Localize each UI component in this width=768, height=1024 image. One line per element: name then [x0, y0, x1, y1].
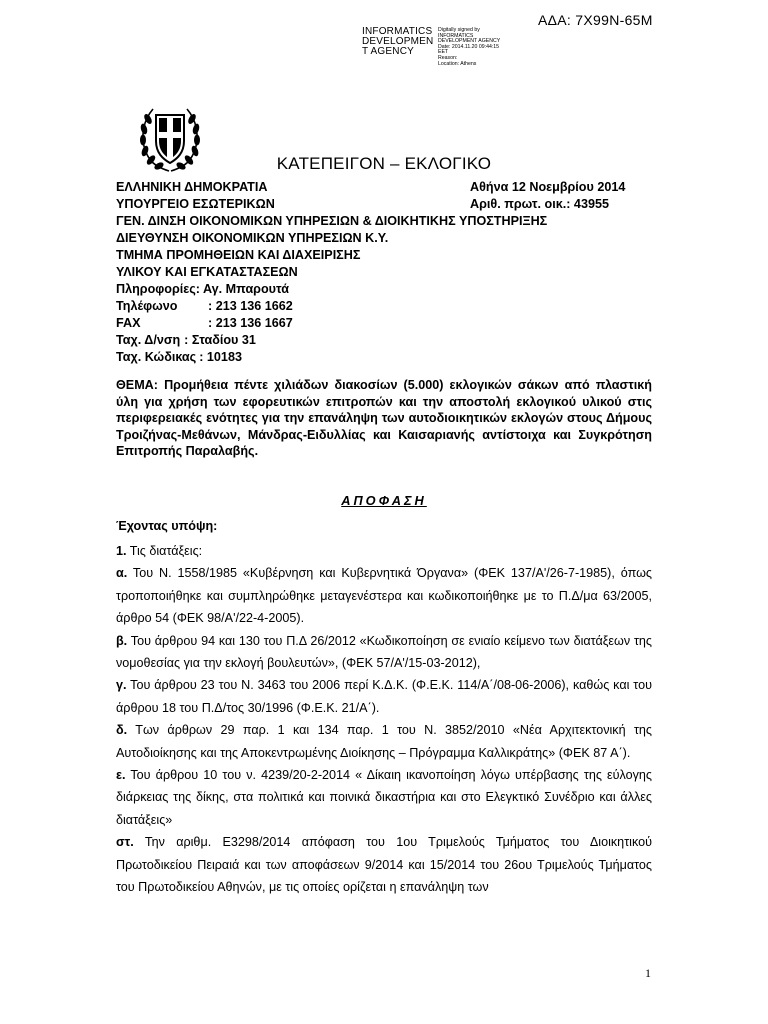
authority-line: ΥΠΟΥΡΓΕΙΟ ΕΣΩΤΕΡΙΚΩΝ — [116, 197, 275, 211]
signature-detail-line: Date: 2014.11.20 09:44:15 — [438, 43, 500, 50]
authority-line: ΤΜΗΜΑ ΠΡΟΜΗΘΕΙΩΝ ΚΑΙ ΔΙΑΧΕΙΡΙΣΗΣ — [116, 248, 361, 262]
contact-row — [116, 298, 293, 314]
page-number: 1 — [645, 966, 651, 980]
provision-text: Του άρθρου 23 του Ν. 3463 του 2006 περί Κ.Δ.Κ. (Φ.Ε.Κ. 114/Α΄/08-06-2006), καθώς και του άρθρου 18 του Π.Δ/τος 30/1996 (Φ.Ε.Κ. 21/Α΄). — [116, 678, 652, 715]
signature-detail-line: EET — [438, 49, 449, 56]
provision-marker: β. — [116, 633, 128, 648]
provision-item — [116, 540, 652, 562]
provision-item — [116, 674, 652, 719]
authority-line: ΔΙΕΥΘΥΝΣΗ ΟΙΚΟΝΟΜΙΚΩΝ ΥΠΗΡΕΣΙΩΝ Κ.Υ. — [116, 231, 389, 245]
contact-label: Ταχ. Κώδικας — [116, 350, 197, 364]
signature-detail-line: Location: Athens — [438, 60, 477, 67]
contact-value: : 10183 — [199, 350, 242, 364]
document-date: Αθήνα 12 Νοεμβρίου 2014 — [470, 180, 626, 194]
signature-detail-line: Digitally signed by — [438, 27, 480, 33]
authority-line: ΕΛΛΗΝΙΚΗ ΔΗΜΟΚΡΑΤΙΑ — [116, 180, 268, 194]
provision-item — [116, 719, 652, 764]
provision-item — [116, 562, 652, 629]
contact-value: : 213 136 1667 — [208, 316, 293, 330]
provision-text: Του Ν. 1558/1985 «Κυβέρνηση και Κυβερνητικά Όργανα» (ΦΕΚ 137/Α'/26-7-1985), όπως τροποποιήθηκε και συμπληρώθηκε μεταγενέστερα και κωδικοποιήθηκε με το Π.Δ/μα 63/2005, άρθρο 54 (ΦΕΚ 98/Α'/22-4-2005). — [116, 566, 652, 626]
subject-paragraph: ΘΕΜΑ: Προμήθεια πέντε χιλιάδων διακοσίων (5.000) εκλογικών σάκων από πλαστική ύλη για χρήση των εφορευτικών επιτροπών και την αποστολή εκλογικού υλικού στις περιφερειακές ενότητες για την επανάληψη των αυτοδιοικητικών εκλογών στους Δήμους Τροιζήνας-Μεθάνων, Μάνδρας-Ειδυλλίας και Καισαριανής αντίστοιχα και Συγκρότηση Επιτροπής Παραλαβής. — [116, 378, 652, 459]
provision-text: Την αριθμ. Ε3298/2014 απόφαση του 1ου Τριμελούς Τμήματος του Διοικητικού Πρωτοδικείου Πειραιά και των αποφάσεων 9/2014 και 15/2014 του 26ου Τριμελούς Τμήματος του Πρωτοδικείου Αθηνών, με τις οποίες ορίζεται η επανάληψη των — [116, 835, 652, 895]
provision-marker: δ. — [116, 723, 128, 738]
provision-text: Του άρθρου 94 και 130 του Π.Δ 26/2012 «Κωδικοποίηση σε ενιαίο κείμενο των διατάξεων της νομοθεσίας για την εκλογή βουλευτών», (ΦΕΚ 57/Α'/15-03-2012), — [116, 633, 652, 671]
contact-label: Πληροφορίες: — [116, 282, 200, 296]
decision-title: ΑΠΟΦΑΣΗ — [341, 493, 427, 508]
provision-item — [116, 630, 652, 675]
provision-text: Τις διατάξεις: — [126, 544, 203, 558]
contact-row — [116, 281, 289, 297]
provision-marker: στ. — [116, 835, 134, 850]
provision-text: Των άρθρων 29 παρ. 1 και 134 παρ. 1 του Ν. 3852/2010 «Νέα Αρχιτεκτονική της Αυτοδιοίκησης και της Αποκεντρωμένης Διοίκησης – Πρόγραμμα Καλλικράτης» (ΦΕΚ 87 Α΄). — [116, 723, 652, 760]
contact-row — [116, 315, 293, 331]
signature-detail-line: DEVELOPMENT AGENCY — [438, 38, 501, 45]
provision-marker: ε. — [116, 768, 126, 783]
signer-name — [362, 27, 436, 57]
contact-row — [116, 332, 256, 348]
contact-value: : Σταδίου 31 — [184, 333, 256, 347]
provision-item — [116, 831, 652, 898]
provision-marker: 1. — [116, 544, 127, 558]
provision-marker: γ. — [116, 678, 127, 693]
signature-detail-line: INFORMATICS — [438, 32, 474, 39]
authority-line: ΥΛΙΚΟΥ ΚΑΙ ΕΓΚΑΤΑΣΤΑΣΕΩΝ — [116, 265, 298, 279]
contact-label: Τηλέφωνο — [116, 299, 178, 313]
provision-marker: α. — [116, 566, 128, 581]
signer-name-line: T AGENCY — [362, 46, 414, 57]
ada-code: ΑΔΑ: 7Χ99Ν-65Μ — [538, 12, 653, 28]
urgent-election-title: ΚΑΤΕΠΕΙΓΟΝ – ΕΚΛΟΓΙΚΟ — [276, 154, 492, 173]
protocol-number: Αριθ. πρωτ. οικ.: 43955 — [470, 197, 609, 211]
signature-details — [438, 28, 528, 67]
contact-label: Ταχ. Δ/νση — [116, 333, 181, 347]
contact-value: : 213 136 1662 — [208, 299, 293, 313]
contact-label: FAX — [116, 316, 141, 330]
provision-text: Του άρθρου 10 του ν. 4239/20-2-2014 « Δίκαιη ικανοποίηση λόγω υπέρβασης της εύλογης διάρκειας της δίκης, στα πολιτικά και ποινικά δικαστήρια και στο Ελεγκτικό Συνέδριο και άλλες διατάξεις» — [116, 768, 652, 827]
signer-name-line: INFORMATICS — [362, 26, 433, 37]
contact-value: Αγ. Μπαρουτά — [200, 282, 290, 296]
authority-line: ΓΕΝ. ΔΙΝΣΗ ΟΙΚΟΝΟΜΙΚΩΝ ΥΠΗΡΕΣΙΩΝ & ΔΙΟΙΚΗΤΙΚΗΣ ΥΠΟΣΤΗΡΙΞΗΣ — [116, 214, 548, 228]
signer-name-line: DEVELOPMEN — [362, 36, 434, 47]
contact-row — [116, 349, 242, 365]
signature-detail-line: Reason: — [438, 54, 458, 61]
having-regard-heading: Έχοντας υπόψη: — [116, 519, 218, 533]
provisions-list — [116, 540, 652, 899]
provision-item — [116, 764, 652, 831]
